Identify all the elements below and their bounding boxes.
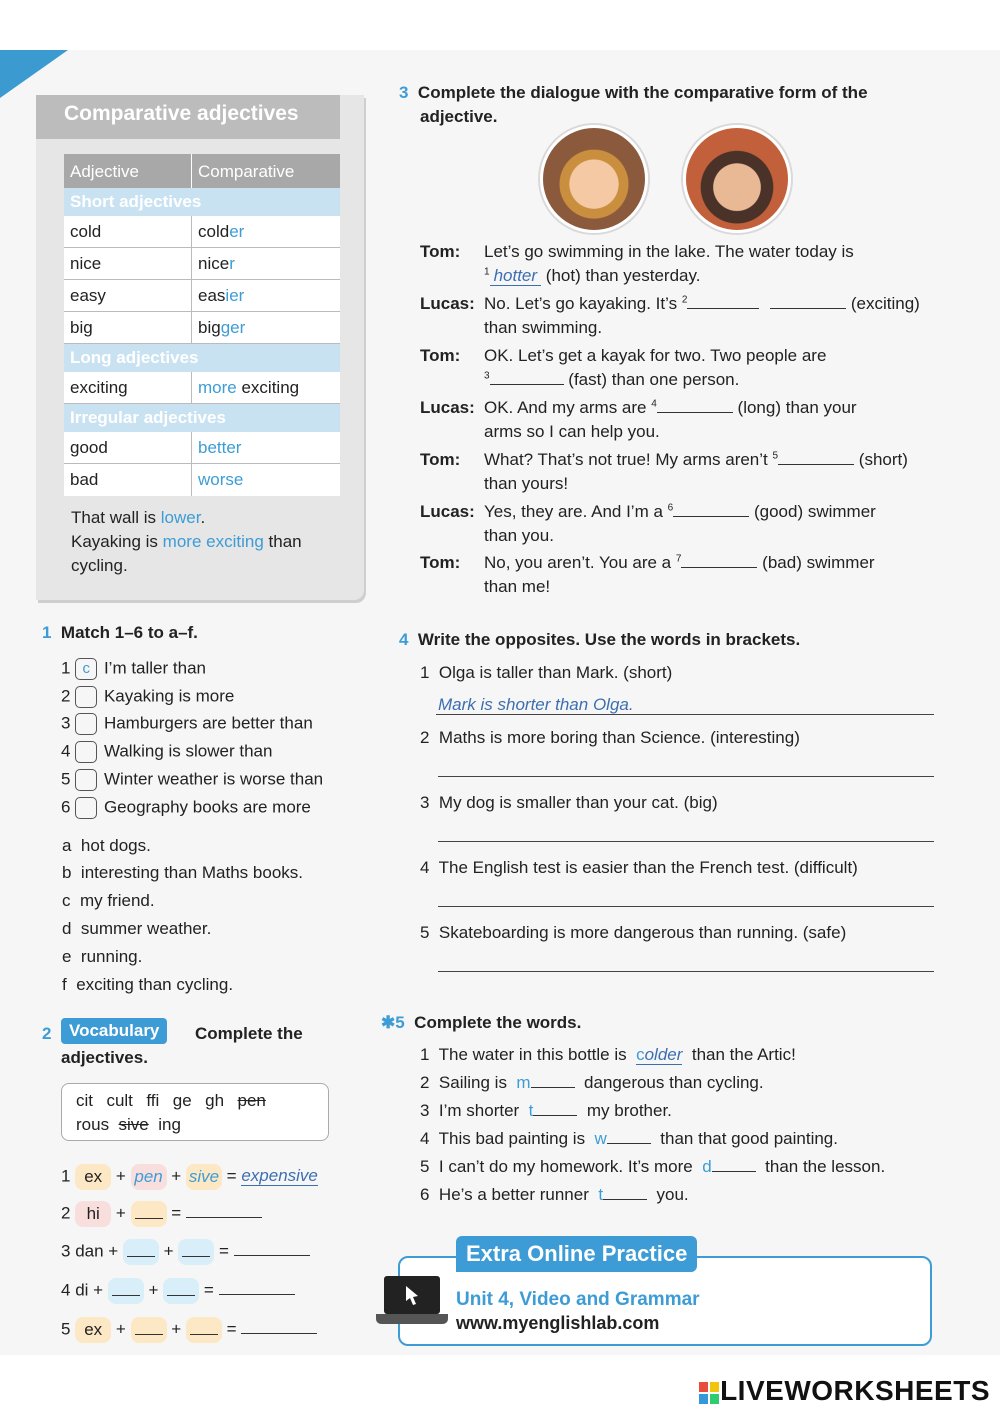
word-build-1: 1 ex + pen + sive = expensive — [61, 1164, 318, 1190]
laptop-icon — [384, 1276, 440, 1314]
ex4-item: 5 Skateboarding is more dangerous than running. (safe) — [420, 923, 847, 942]
word-build-4: 4 di + + = — [61, 1278, 295, 1304]
cell-adj: easy — [70, 286, 106, 305]
table-row — [64, 432, 340, 464]
extra-practice-title: Extra Online Practice — [456, 1236, 697, 1272]
boy-photo-lucas — [683, 125, 791, 233]
liveworksheets-logo-icon — [699, 1382, 719, 1404]
match-option: a hot dogs. — [62, 836, 151, 855]
dialogue-line: arms so I can help you. — [484, 422, 660, 441]
dialogue-line: OK. And my arms are $^4$ (long) than your — [484, 398, 857, 417]
ex5-item: 6 He’s a better runner t you. — [420, 1185, 689, 1204]
dialogue-line: No. Let’s go kayaking. It’s $^2$ (exciting) — [484, 294, 920, 313]
match-item: 1 c I’m taller than — [61, 658, 206, 680]
table-row — [64, 248, 340, 280]
match-item: 2 Kayaking is more — [61, 686, 234, 708]
ex4-answer-1[interactable]: Mark is shorter than Olga. — [438, 695, 634, 714]
header-adjective: Adjective — [70, 162, 139, 181]
ex2-instruction: Complete the — [195, 1024, 303, 1043]
syllable-row-2: rous sive ing — [76, 1115, 181, 1134]
answer-box[interactable] — [75, 713, 97, 735]
grammar-title: Comparative adjectives — [36, 95, 340, 139]
match-item: 5 Winter weather is worse than — [61, 769, 323, 791]
dialogue-line: What? That’s not true! My arms aren’t $^5$ (short) — [484, 450, 908, 469]
ex2-number: 2 — [42, 1024, 52, 1043]
dialogue-line: than swimming. — [484, 318, 603, 337]
grammar-example-2: Kayaking is more exciting than — [71, 532, 302, 551]
speaker: Tom: — [420, 450, 461, 469]
ex3-instruction-cont: adjective. — [420, 107, 498, 126]
answer-box[interactable] — [75, 741, 97, 763]
dialogue-line: than yours! — [484, 474, 569, 493]
answer-box[interactable] — [75, 686, 97, 708]
grammar-table — [64, 154, 340, 496]
cell-adj: bad — [70, 470, 99, 489]
extra-url-link[interactable]: www.myenglishlab.com — [456, 1313, 660, 1333]
cell-adj: nice — [70, 254, 102, 273]
section-long: Long adjectives — [64, 344, 340, 372]
ex5-instruction: ✱5 Complete the words. — [381, 1013, 582, 1032]
dialogue-line: than me! — [484, 577, 551, 596]
answer-box[interactable] — [75, 797, 97, 819]
answer-box[interactable]: c — [75, 658, 97, 680]
speaker: Tom: — [420, 242, 461, 261]
syllable-row-1: cit cult ffi ge gh pen — [76, 1091, 266, 1110]
boy-photo-tom — [540, 125, 648, 233]
section-irregular: Irregular adjectives — [64, 404, 340, 432]
table-row — [64, 280, 340, 312]
table-row — [64, 312, 340, 344]
speaker: Lucas: — [420, 502, 475, 521]
ex5-item: 4 This bad painting is w than that good painting. — [420, 1129, 838, 1148]
cell-adj: good — [70, 438, 108, 457]
match-option: f exciting than cycling. — [62, 975, 234, 994]
ex4-item: 1 Olga is taller than Mark. (short) — [420, 663, 673, 682]
table-row — [64, 216, 340, 248]
table-row — [64, 372, 340, 404]
word-build-2: 2 hi + = — [61, 1201, 262, 1227]
cell-comp: colder — [198, 222, 245, 241]
match-option: b interesting than Maths books. — [62, 863, 303, 882]
ex5-item: 2 Sailing is m dangerous than cycling. — [420, 1073, 764, 1092]
answer-box[interactable] — [75, 769, 97, 791]
ex4-item: 3 My dog is smaller than your cat. (big) — [420, 793, 718, 812]
cell-adj: cold — [70, 222, 102, 241]
ex5-item: 5 I can’t do my homework. It’s more d than the lesson. — [420, 1157, 886, 1176]
word-build-3: 3 dan + + = — [61, 1239, 310, 1265]
answer-4[interactable] — [657, 412, 733, 413]
match-option: d summer weather. — [62, 919, 212, 938]
cell-comp: worse — [198, 470, 244, 489]
ex3-instruction: 3 Complete the dialogue with the comparative form of the — [399, 83, 868, 102]
speaker: Lucas: — [420, 294, 475, 313]
table-header — [64, 154, 340, 188]
word-build-5: 5 ex + + = — [61, 1317, 317, 1343]
answer-3[interactable] — [490, 384, 564, 385]
section-short: Short adjectives — [64, 188, 340, 216]
answer-2a[interactable] — [687, 308, 759, 309]
answer-line-4[interactable] — [438, 906, 934, 907]
speaker: Lucas: — [420, 398, 475, 417]
dialogue-line: OK. Let’s get a kayak for two. Two people are — [484, 346, 827, 365]
ex1-instruction: 1 Match 1–6 to a–f. — [42, 623, 198, 642]
answer-7[interactable] — [681, 567, 757, 568]
ex2-instruction-cont: adjectives. — [61, 1048, 148, 1067]
ex4-instruction: 4 Write the opposites. Use the words in brackets. — [399, 630, 801, 649]
speaker: Tom: — [420, 346, 461, 365]
answer-line — [436, 714, 934, 715]
dialogue-line: No, you aren’t. You are a $^7$ (bad) swimmer — [484, 553, 875, 572]
match-item: 4 Walking is slower than — [61, 741, 272, 763]
dialogue-line: $^1$ hotter (hot) than yesterday. — [484, 266, 701, 285]
answer-line-2[interactable] — [438, 776, 934, 777]
dialogue-line: Yes, they are. And I’m a $^6$ (good) swimmer — [484, 502, 876, 521]
match-option: c my friend. — [62, 891, 155, 910]
cell-adj: big — [70, 318, 93, 337]
answer-5[interactable] — [778, 464, 854, 465]
dialogue-line: than you. — [484, 526, 554, 545]
answer-1[interactable]: hotter — [490, 266, 541, 286]
grammar-example-1: That wall is lower. — [71, 508, 206, 527]
corner-tab — [0, 50, 68, 98]
match-option: e running. — [62, 947, 143, 966]
ex4-item: 2 Maths is more boring than Science. (interesting) — [420, 728, 800, 747]
dialogue-line: Let’s go swimming in the lake. The water today is — [484, 242, 854, 261]
answer-line-5[interactable] — [438, 971, 934, 972]
answer-2b[interactable] — [770, 308, 846, 309]
match-item: 6 Geography books are more — [61, 797, 311, 819]
liveworksheets-brand: LIVEWORKSHEETS — [720, 1375, 990, 1406]
ex5-item: 3 I’m shorter t my brother. — [420, 1101, 672, 1120]
answer-6[interactable] — [673, 516, 749, 517]
cell-comp: nicer — [198, 254, 235, 273]
table-row — [64, 464, 340, 496]
cell-adj: exciting — [70, 378, 128, 397]
ex4-item: 4 The English test is easier than the French test. (difficult) — [420, 858, 858, 877]
grammar-example-2-cont: cycling. — [71, 556, 128, 575]
cell-comp: easier — [198, 286, 245, 305]
speaker: Tom: — [420, 553, 461, 572]
vocabulary-tag: Vocabulary — [61, 1018, 167, 1044]
cell-comp: better — [198, 438, 242, 457]
answer-line-3[interactable] — [438, 841, 934, 842]
dialogue-line: $^3$ (fast) than one person. — [484, 370, 740, 389]
match-item: 3 Hamburgers are better than — [61, 713, 313, 735]
extra-unit-label: Unit 4, Video and Grammar — [456, 1289, 700, 1310]
ex5-item: 1 The water in this bottle is colder than the Artic! — [420, 1045, 796, 1064]
cell-comp: bigger — [198, 318, 246, 337]
cell-comp: more exciting — [198, 378, 300, 397]
laptop-base-icon — [376, 1314, 448, 1324]
header-comparative: Comparative — [198, 162, 295, 181]
